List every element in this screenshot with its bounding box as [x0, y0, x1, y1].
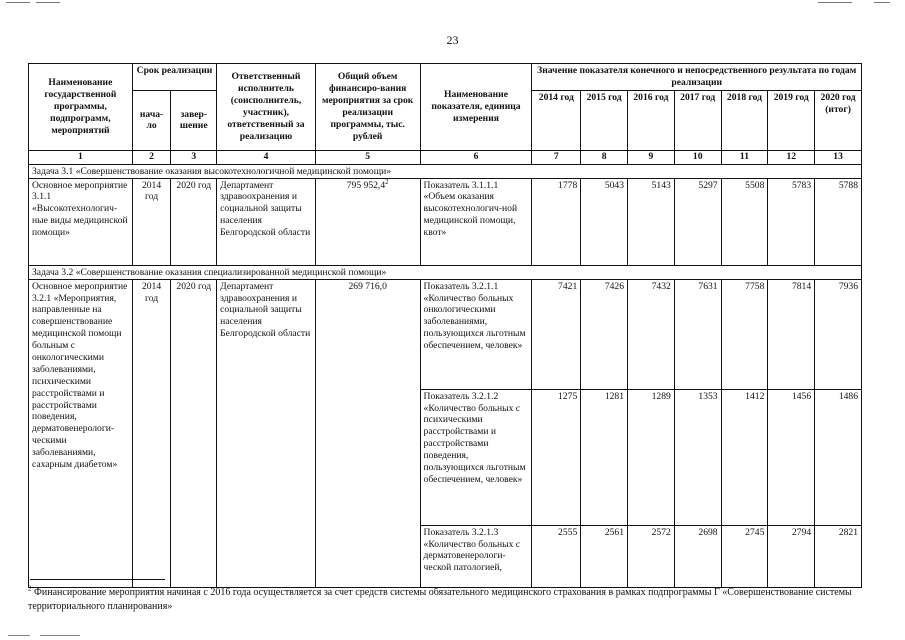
- task-3-1-row: [29, 164, 862, 178]
- activity-finance: [315, 178, 420, 265]
- column-number: 7: [532, 151, 581, 165]
- activity-start: 2014 год: [132, 178, 171, 265]
- header-year: 2018 год: [721, 90, 768, 150]
- indicator-value: 1353: [674, 389, 721, 525]
- indicator-text: Показатель 3.2.1.3 «Количество больных с дерматовенерологи-ческой патологией,: [420, 525, 532, 587]
- header-end: завер-шение: [171, 90, 217, 150]
- column-number: 1: [29, 151, 133, 165]
- indicator-value: 7432: [628, 279, 675, 389]
- column-number: 8: [581, 151, 628, 165]
- activity-start: 2014 год: [132, 279, 171, 587]
- header-indicator: Наименование показателя, единица измерения: [420, 64, 532, 151]
- header-year: 2020 год (итог): [815, 90, 862, 150]
- indicator-value: 2794: [768, 525, 815, 587]
- page-number: 23: [446, 33, 459, 47]
- indicator-value: 7631: [674, 279, 721, 389]
- column-number: 6: [420, 151, 532, 165]
- activity-3-2-1-row: [29, 279, 862, 389]
- column-number: 3: [171, 151, 217, 165]
- indicator-value: 1456: [768, 389, 815, 525]
- indicator-value: 1778: [532, 178, 581, 265]
- indicator-value: 1275: [532, 389, 581, 525]
- indicator-value: 5788: [815, 178, 862, 265]
- indicator-value: 7426: [581, 279, 628, 389]
- indicator-value: 7814: [768, 279, 815, 389]
- column-number-row: [29, 151, 862, 165]
- header-year: 2015 год: [581, 90, 628, 150]
- column-number: 11: [721, 151, 768, 165]
- indicator-value: 1281: [581, 389, 628, 525]
- column-number: 2: [132, 151, 171, 165]
- indicator-value: 5043: [581, 178, 628, 265]
- footnote: [28, 586, 888, 613]
- bottom-scan-marks: [0, 632, 905, 640]
- indicator-value: 2745: [721, 525, 768, 587]
- indicator-text: Показатель 3.2.1.2 «Количество больных с психическими расстройствами и расстройствами поведения, пользующихся льготным обеспечением, человек»: [420, 389, 532, 525]
- indicator-value: 2821: [815, 525, 862, 587]
- indicator-value: 1486: [815, 389, 862, 525]
- footnote-divider: [30, 579, 165, 580]
- indicator-value: 7936: [815, 279, 862, 389]
- footnote-ref: 2: [385, 178, 389, 186]
- task-title: Задача 3.1 «Совершенствование оказания высокотехнологичной медицинской помощи»: [29, 164, 862, 178]
- activity-end: 2020 год: [171, 178, 217, 265]
- indicator-value: 5508: [721, 178, 768, 265]
- indicator-value: 2572: [628, 525, 675, 587]
- indicator-value: 5783: [768, 178, 815, 265]
- indicator-value: 2561: [581, 525, 628, 587]
- task-title: Задача 3.2 «Совершенствование оказания специализированной медицинской помощи»: [29, 265, 862, 279]
- header-year: 2017 год: [674, 90, 721, 150]
- program-table: [28, 63, 862, 588]
- indicator-value: 2698: [674, 525, 721, 587]
- column-number: 13: [815, 151, 862, 165]
- activity-executor: Департамент здравоохранения и социальной защиты населения Белгородской области: [217, 178, 316, 265]
- header-executor: Ответственный исполнитель (соисполнитель, участник), ответственный за реализацию: [217, 64, 316, 151]
- footnote-text: Финансирование мероприятия начиная с 2016 года осуществляется за счет средств системы обязательного медицинского страхования в рамках подпрограммы Г «Совершенствование системы территориального планирования»: [28, 587, 852, 612]
- indicator-text: Показатель 3.1.1.1 «Объем оказания высокотехнологич-ной медицинской помощи, квот»: [420, 178, 532, 265]
- header-finance: Общий объем финансиро-вания мероприятия за срок реализации программы, тыс. рублей: [315, 64, 420, 151]
- indicator-value: 5143: [628, 178, 675, 265]
- indicator-text: Показатель 3.2.1.1 «Количество больных онкологическими заболеваниями, пользующихся льготным обеспечением, человек»: [420, 279, 532, 389]
- header-term: Срок реализации: [132, 64, 216, 91]
- activity-3-1-1-row: [29, 178, 862, 265]
- column-number: 5: [315, 151, 420, 165]
- indicator-value: 7758: [721, 279, 768, 389]
- header-name: Наименование государственной программы, подпрограмм, мероприятий: [29, 64, 133, 151]
- indicator-value: 1412: [721, 389, 768, 525]
- column-number: 12: [768, 151, 815, 165]
- activity-name: Основное мероприятие 3.2.1 «Мероприятия, направленные на совершенствование медицинской помощи больным с онкологическими заболеваниями, психическими расстройствами и расстройствами поведения, дерматовенерологи-ческими заболеваниями, сахарным диабетом»: [29, 279, 133, 587]
- header-year: 2019 год: [768, 90, 815, 150]
- footnote-mark: 2: [28, 584, 32, 593]
- indicator-value: 7421: [532, 279, 581, 389]
- activity-end: 2020 год: [171, 279, 217, 587]
- column-number: 4: [217, 151, 316, 165]
- column-number: 10: [674, 151, 721, 165]
- indicator-value: 5297: [674, 178, 721, 265]
- column-number: 9: [628, 151, 675, 165]
- header-values-group: Значение показателя конечного и непосредственного результата по годам реализации: [532, 64, 862, 91]
- indicator-value: 2555: [532, 525, 581, 587]
- header-year: 2016 год: [628, 90, 675, 150]
- top-scan-marks: [0, 0, 905, 8]
- task-3-2-row: [29, 265, 862, 279]
- finance-value: 795 952,4: [346, 179, 386, 191]
- activity-name: Основное мероприятие 3.1.1 «Высокотехнологич-ные виды медицинской помощи»: [29, 178, 133, 265]
- indicator-value: 1289: [628, 389, 675, 525]
- header-start: нача-ло: [132, 90, 171, 150]
- activity-executor: Департамент здравоохранения и социальной защиты населения Белгородской области: [217, 279, 316, 587]
- header-year: 2014 год: [532, 90, 581, 150]
- activity-finance: 269 716,0: [315, 279, 420, 587]
